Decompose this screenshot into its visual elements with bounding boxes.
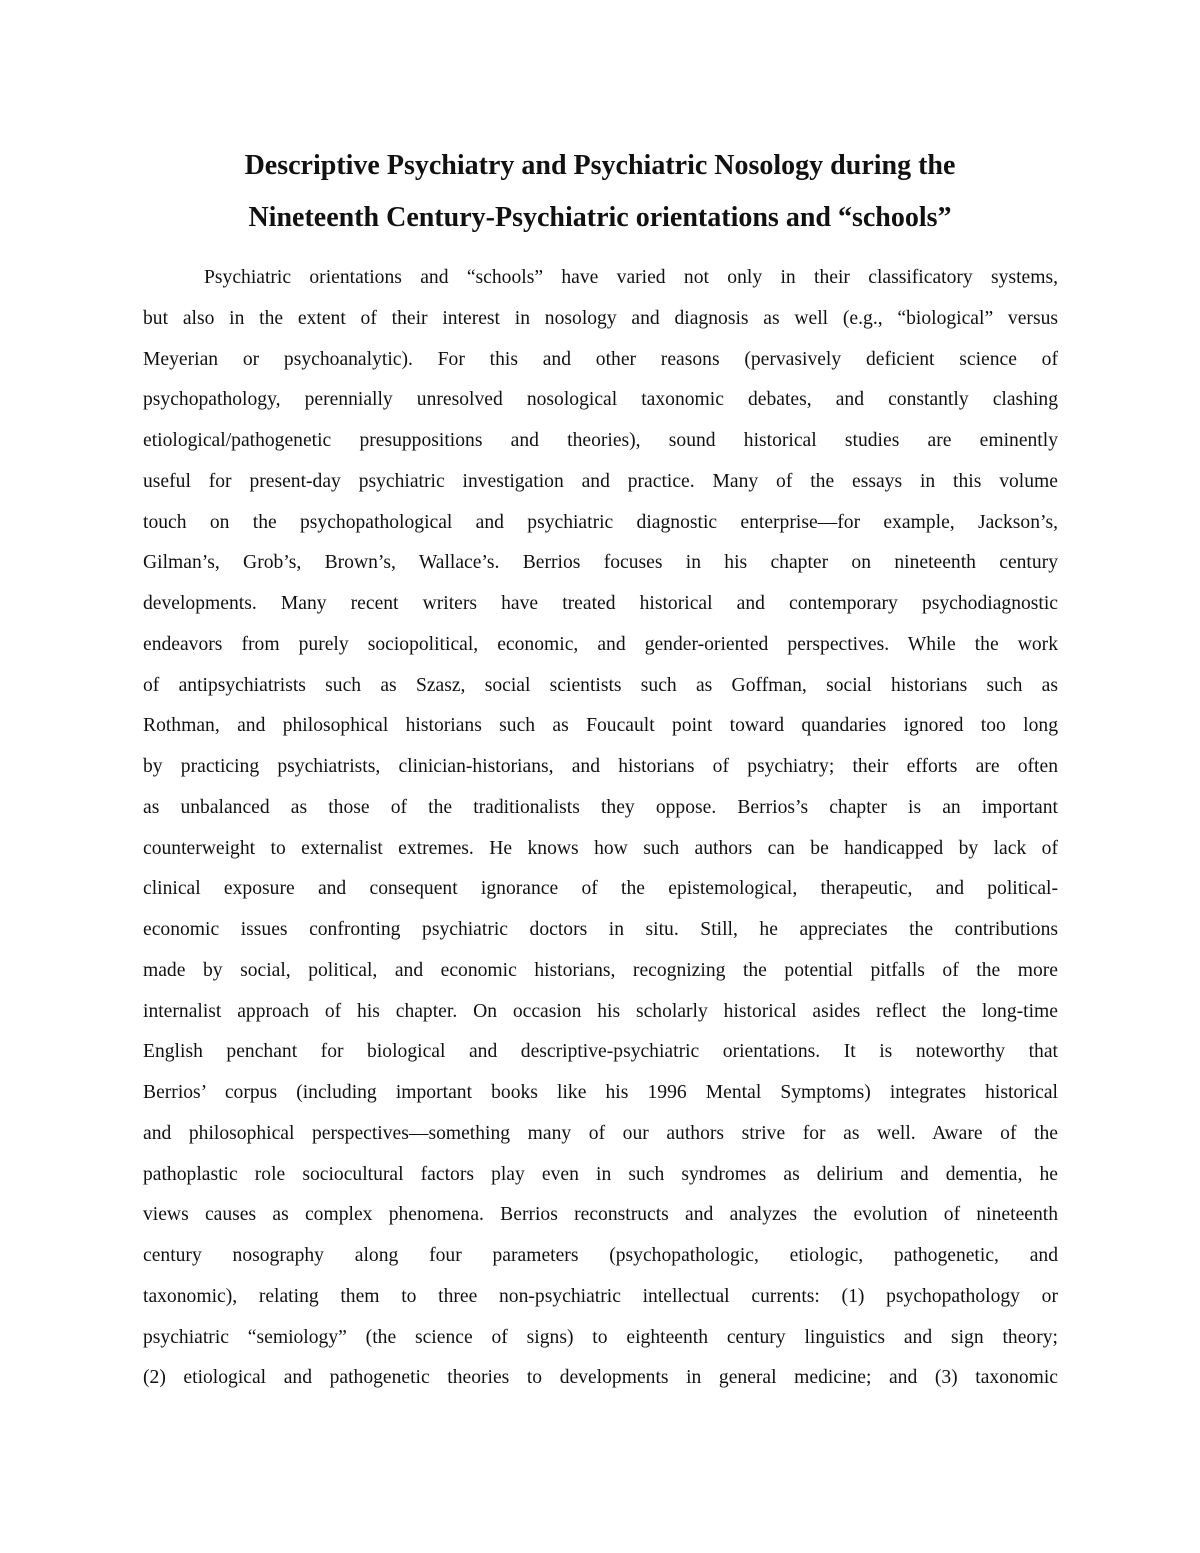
paragraph-line: Rothman, and philosophical historians such as Foucault point toward quandaries ignored too long [143,715,1058,737]
title-line-2: Nineteenth Century-Psychiatric orientations and “schools” [248,202,952,233]
paragraph-line: developments. Many recent writers have treated historical and contemporary psychodiagnostic [143,593,1058,614]
paragraph-line: etiological/pathogenetic presuppositions and theories), sound historical studies are eminently [143,430,1058,451]
paragraph-line: Psychiatric orientations and “schools” have varied not only in their classificatory systems, [204,267,1058,288]
paragraph-line: counterweight to externalist extremes. He knows how such authors can be handicapped by lack of [143,837,1058,859]
title-line-1: Descriptive Psychiatry and Psychiatric Nosology during the [244,150,956,181]
paragraph-line: by practicing psychiatrists, clinician-historians, and historians of psychiatry; their efforts are often [143,756,1058,777]
paragraph-line: useful for present-day psychiatric investigation and practice. Many of the essays in this volume [143,470,1058,492]
paragraph-line: English penchant for biological and descriptive-psychiatric orientations. It is noteworthy that [143,1041,1058,1063]
paragraph-line: touch on the psychopathological and psychiatric diagnostic enterprise—for example, Jackson’s, [143,511,1058,533]
paragraph-line: Berrios’ corpus (including important books like his 1996 Mental Symptoms) integrates historical [143,1082,1058,1103]
paragraph-line: Gilman’s, Grob’s, Brown’s, Wallace’s. Berrios focuses in his chapter on nineteenth century [143,552,1058,574]
paragraph-line: psychopathology, perennially unresolved nosological taxonomic debates, and constantly clashing [143,389,1058,411]
paragraph-line: Meyerian or psychoanalytic). For this and other reasons (pervasively deficient science of [143,348,1058,370]
paragraph-line: but also in the extent of their interest in nosology and diagnosis as well (e.g., “biological” versus [143,307,1058,329]
body-paragraph [143,258,1058,1399]
paragraph-line: century nosography along four parameters (psychopathologic, etiologic, pathogenetic, and [143,1245,1058,1266]
paragraph-line: endeavors from purely sociopolitical, economic, and gender-oriented perspectives. While the work [143,633,1058,655]
paragraph-line: made by social, political, and economic historians, recognizing the potential pitfalls of the more [143,959,1058,981]
paragraph-line: psychiatric “semiology” (the science of signs) to eighteenth century linguistics and sign theory; [143,1326,1058,1348]
paragraph-line: economic issues confronting psychiatric doctors in situ. Still, he appreciates the contributions [143,919,1058,940]
paragraph-line: views causes as complex phenomena. Berrios reconstructs and analyzes the evolution of nineteenth [143,1204,1058,1226]
paragraph-line: (2) etiological and pathogenetic theories to developments in general medicine; and (3) taxonomic [143,1367,1058,1389]
paragraph-line: clinical exposure and consequent ignorance of the epistemological, therapeutic, and political- [143,878,1058,900]
paragraph-line: and philosophical perspectives—something many of our authors strive for as well. Aware of the [143,1122,1058,1144]
paragraph-line: taxonomic), relating them to three non-psychiatric intellectual currents: (1) psychopathology or [143,1285,1058,1307]
paragraph-line: of antipsychiatrists such as Szasz, social scientists such as Goffman, social historians such as [143,674,1058,696]
paragraph-line: pathoplastic role sociocultural factors play even in such syndromes as delirium and dementia, he [143,1163,1058,1185]
paragraph-line: internalist approach of his chapter. On occasion his scholarly historical asides reflect the long-time [143,1000,1058,1022]
page-title [140,140,1060,244]
paragraph-line: as unbalanced as those of the traditionalists they oppose. Berrios’s chapter is an important [143,796,1058,818]
